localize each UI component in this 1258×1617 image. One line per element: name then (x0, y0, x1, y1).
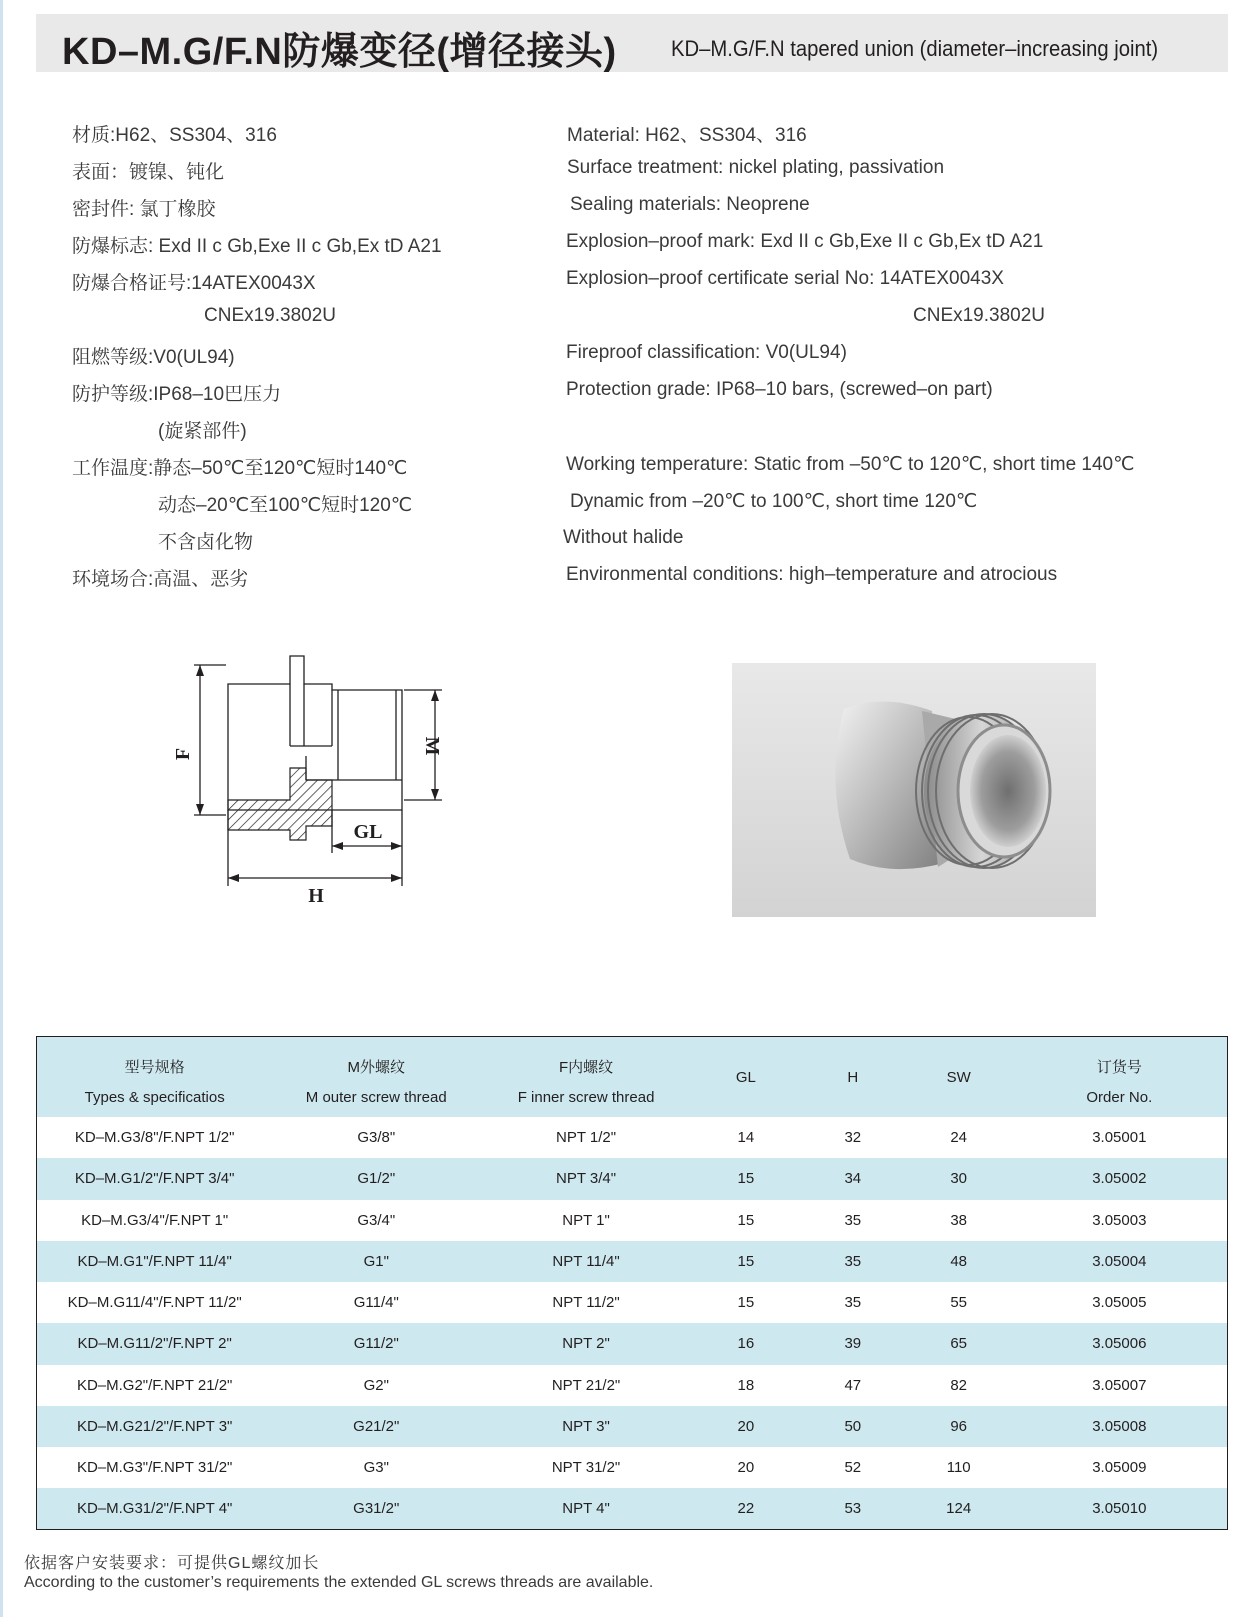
cell-h: 35 (800, 1282, 906, 1323)
spec-en-certificate: Explosion–proof certificate serial No: 14ATEX0043X (566, 268, 1004, 289)
cell-gl: 15 (692, 1158, 800, 1199)
spec-en-protection: Protection grade: IP68–10 bars, (screwed–on part) (566, 379, 993, 400)
spec-cn-material: 材质:H62、SS304、316 (72, 125, 277, 146)
cell-m: G11/4" (272, 1282, 480, 1323)
title-bar (36, 14, 1228, 72)
cell-m: G2" (272, 1365, 480, 1406)
table-row (37, 1241, 1228, 1282)
cell-sw: 110 (906, 1447, 1012, 1488)
cell-f: NPT 3" (480, 1406, 692, 1447)
spec-en-sealing: Sealing materials: Neoprene (570, 194, 810, 215)
spec-en-certificate2: CNEx19.3802U (913, 305, 1046, 326)
spec-cn-protection2: (旋紧部件) (158, 421, 247, 442)
cell-gl: 16 (692, 1323, 800, 1364)
cell-sw: 96 (906, 1406, 1012, 1447)
table-header-row-bottom (37, 1077, 1228, 1117)
drawing-label-h: H (308, 885, 324, 907)
spec-en-fireproof: Fireproof classification: V0(UL94) (566, 342, 847, 363)
cell-type: KD–M.G3"/F.NPT 31/2" (37, 1447, 273, 1488)
drawing-label-f: F (172, 747, 194, 761)
specification-table (36, 1036, 1228, 1530)
cell-gl: 15 (692, 1241, 800, 1282)
cell-order: 3.05005 (1012, 1282, 1228, 1323)
cell-order: 3.05004 (1012, 1241, 1228, 1282)
page-title: KD–M.G/F.N防爆变径(增径接头) (62, 31, 617, 73)
cell-type: KD–M.G21/2"/F.NPT 3" (37, 1406, 273, 1447)
spec-cn-protection: 防护等级:IP68–10巴压力 (72, 384, 282, 405)
table-row (37, 1117, 1228, 1158)
header-m-en: M outer screw thread (272, 1077, 480, 1117)
cell-order: 3.05006 (1012, 1323, 1228, 1364)
spec-en-halide: Without halide (563, 527, 684, 548)
cell-type: KD–M.G1/2"/F.NPT 3/4" (37, 1158, 273, 1199)
footer-note-en: According to the customer’s requirements the extended GL screws threads are available. (24, 1574, 654, 1591)
table-row (37, 1158, 1228, 1199)
cell-h: 34 (800, 1158, 906, 1199)
cell-type: KD–M.G11/2"/F.NPT 2" (37, 1323, 273, 1364)
cell-order: 3.05009 (1012, 1447, 1228, 1488)
table-row (37, 1200, 1228, 1241)
cell-sw: 24 (906, 1117, 1012, 1158)
header-gl: GL (692, 1037, 800, 1118)
spec-cn-certificate: 防爆合格证号:14ATEX0043X (72, 273, 316, 294)
cell-f: NPT 3/4" (480, 1158, 692, 1199)
header-sw: SW (906, 1037, 1012, 1118)
cell-m: G1" (272, 1241, 480, 1282)
cell-f: NPT 1" (480, 1200, 692, 1241)
cell-m: G1/2" (272, 1158, 480, 1199)
cell-m: G3/8" (272, 1117, 480, 1158)
spec-en-temp: Working temperature: Static from –50℃ to 120℃, short time 140℃ (566, 454, 1135, 475)
header-f-cn: F内螺纹 (480, 1037, 692, 1078)
cell-f: NPT 11/4" (480, 1241, 692, 1282)
spec-en-temp2: Dynamic from –20℃ to 100℃, short time 120℃ (570, 491, 978, 512)
cell-f: NPT 21/2" (480, 1365, 692, 1406)
cell-gl: 15 (692, 1200, 800, 1241)
cell-h: 35 (800, 1241, 906, 1282)
spec-cn-certificate2: CNEx19.3802U (204, 305, 337, 326)
footer-note-cn: 依据客户安装要求：可提供GL螺纹加长 (24, 1555, 320, 1572)
cell-sw: 82 (906, 1365, 1012, 1406)
cell-h: 52 (800, 1447, 906, 1488)
header-h: H (800, 1037, 906, 1118)
spec-cn-temp2: 动态–20℃至100℃短时120℃ (158, 495, 413, 516)
spec-cn-ex-mark: 防爆标志: Exd II c Gb,Exe II c Gb,Ex tD A21 (72, 236, 442, 257)
cell-h: 39 (800, 1323, 906, 1364)
spec-en-environment: Environmental conditions: high–temperature and atrocious (566, 564, 1058, 585)
cell-gl: 14 (692, 1117, 800, 1158)
cell-m: G3/4" (272, 1200, 480, 1241)
cell-h: 53 (800, 1488, 906, 1529)
cell-type: KD–M.G31/2"/F.NPT 4" (37, 1488, 273, 1529)
cell-sw: 30 (906, 1158, 1012, 1199)
spec-cn-halide: 不含卤化物 (158, 532, 254, 553)
page-subtitle: KD–M.G/F.N tapered union (diameter–increasing joint) (671, 36, 1159, 61)
product-photo-illustration (732, 663, 1096, 917)
cell-m: G21/2" (272, 1406, 480, 1447)
cell-order: 3.05002 (1012, 1158, 1228, 1199)
cell-f: NPT 4" (480, 1488, 692, 1529)
cell-gl: 18 (692, 1365, 800, 1406)
cell-h: 47 (800, 1365, 906, 1406)
cell-h: 35 (800, 1200, 906, 1241)
header-order-cn: 订货号 (1012, 1037, 1228, 1078)
spec-cn-fireproof: 阻燃等级:V0(UL94) (72, 347, 235, 368)
cell-type: KD–M.G2"/F.NPT 21/2" (37, 1365, 273, 1406)
table-row (37, 1488, 1228, 1529)
drawing-label-m: M (421, 736, 443, 756)
spec-en-surface: Surface treatment: nickel plating, passivation (567, 157, 945, 178)
cell-m: G3" (272, 1447, 480, 1488)
cell-sw: 55 (906, 1282, 1012, 1323)
cell-f: NPT 1/2" (480, 1117, 692, 1158)
cell-f: NPT 2" (480, 1323, 692, 1364)
spec-cn-environment: 环境场合:高温、恶劣 (72, 569, 249, 590)
cell-type: KD–M.G11/4"/F.NPT 11/2" (37, 1282, 273, 1323)
cell-h: 50 (800, 1406, 906, 1447)
header-type-cn: 型号规格 (37, 1037, 273, 1078)
cell-f: NPT 11/2" (480, 1282, 692, 1323)
cell-h: 32 (800, 1117, 906, 1158)
cell-gl: 20 (692, 1406, 800, 1447)
cell-gl: 22 (692, 1488, 800, 1529)
header-type-en: Types & specificatios (37, 1077, 273, 1117)
cell-sw: 48 (906, 1241, 1012, 1282)
cell-order: 3.05001 (1012, 1117, 1228, 1158)
cell-sw: 38 (906, 1200, 1012, 1241)
cell-sw: 124 (906, 1488, 1012, 1529)
cell-gl: 15 (692, 1282, 800, 1323)
cell-order: 3.05008 (1012, 1406, 1228, 1447)
cell-order: 3.05003 (1012, 1200, 1228, 1241)
spec-en-material: Material: H62、SS304、316 (567, 125, 807, 146)
table-row (37, 1365, 1228, 1406)
cell-sw: 65 (906, 1323, 1012, 1364)
cell-order: 3.05007 (1012, 1365, 1228, 1406)
drawing-label-gl: GL (353, 821, 383, 843)
header-m-cn: M外螺纹 (272, 1037, 480, 1078)
table-header-row-top (37, 1037, 1228, 1078)
table-row (37, 1323, 1228, 1364)
header-order-en: Order No. (1012, 1077, 1228, 1117)
cell-order: 3.05010 (1012, 1488, 1228, 1529)
table-row (37, 1447, 1228, 1488)
cell-type: KD–M.G3/8"/F.NPT 1/2" (37, 1117, 273, 1158)
table-row (37, 1406, 1228, 1447)
header-f-en: F inner screw thread (480, 1077, 692, 1117)
page-edge-line (0, 0, 3, 1617)
spec-cn-sealing: 密封件: 氯丁橡胶 (72, 199, 216, 220)
spec-en-ex-mark: Explosion–proof mark: Exd II c Gb,Exe II c Gb,Ex tD A21 (566, 231, 1044, 252)
technical-drawing (160, 650, 460, 920)
cell-m: G11/2" (272, 1323, 480, 1364)
spec-cn-surface: 表面：镀镍、钝化 (72, 162, 225, 183)
cell-type: KD–M.G3/4"/F.NPT 1" (37, 1200, 273, 1241)
product-photo (732, 663, 1096, 917)
table-row (37, 1282, 1228, 1323)
cell-gl: 20 (692, 1447, 800, 1488)
cell-type: KD–M.G1"/F.NPT 11/4" (37, 1241, 273, 1282)
drawing-hatch-section (228, 768, 332, 840)
cell-m: G31/2" (272, 1488, 480, 1529)
cell-f: NPT 31/2" (480, 1447, 692, 1488)
spec-cn-temp: 工作温度:静态–50℃至120℃短时140℃ (72, 458, 408, 479)
